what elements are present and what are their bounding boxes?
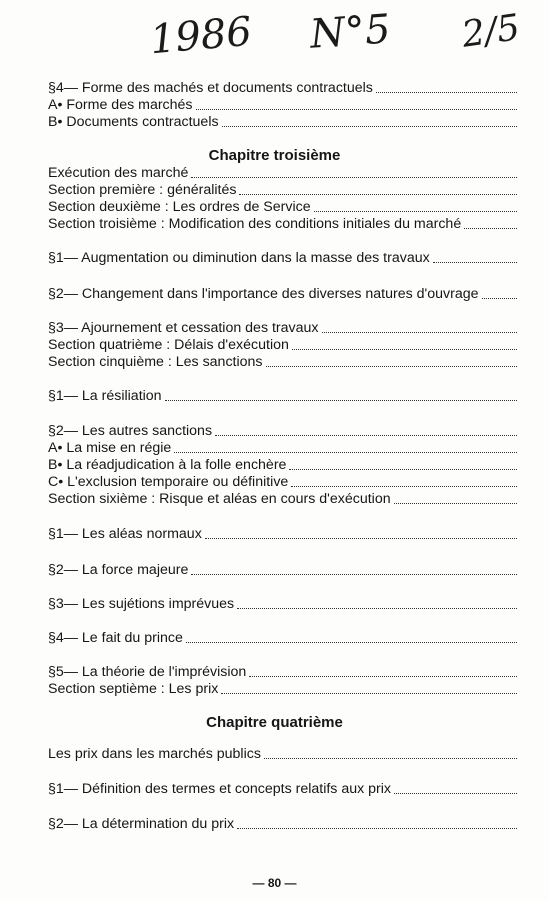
dot-leader <box>289 469 517 470</box>
toc-entry <box>48 457 517 473</box>
toc-entry-title: §1— Définition des termes et concepts relatifs aux prix <box>48 781 392 797</box>
toc-entry-title: Section première : généralités <box>48 182 237 198</box>
dot-leader <box>205 538 517 539</box>
handwritten-fraction: 2/5 <box>459 7 523 56</box>
toc-entry <box>48 781 517 797</box>
toc-entry-title: §2— La détermination du prix <box>48 816 235 832</box>
toc-entry <box>48 286 517 302</box>
dot-leader <box>394 793 517 794</box>
toc-entry-title: §3— Les sujétions imprévues <box>48 596 235 612</box>
dot-leader <box>266 366 517 367</box>
toc-entry-title: Section cinquième : Les sanctions <box>48 354 263 370</box>
toc-entry-title: §4— Forme des machés et documents contractuels <box>48 80 373 96</box>
dot-leader <box>322 332 517 333</box>
toc-entry-title: §4— Le fait du prince <box>48 630 183 646</box>
toc-entry <box>48 630 517 646</box>
toc-entry <box>48 816 517 832</box>
dot-leader <box>215 435 517 436</box>
toc-entry-title: B• Documents contractuels <box>48 114 219 130</box>
dot-leader <box>237 828 517 829</box>
toc-entry <box>48 596 517 612</box>
handwritten-year: 1986 <box>148 8 254 64</box>
dot-leader <box>464 228 517 229</box>
toc-entry <box>48 491 517 507</box>
dot-leader <box>237 608 517 609</box>
toc-entry <box>48 526 517 542</box>
dot-leader <box>292 349 517 350</box>
toc-entry-title: Section quatrième : Délais d'exécution <box>48 337 289 353</box>
toc-entry-title: §3— Ajournement et cessation des travaux <box>48 320 319 336</box>
dot-leader <box>196 109 517 110</box>
dot-leader <box>239 194 517 195</box>
toc-entry-title: §1— Les aléas normaux <box>48 526 202 542</box>
toc-entry <box>48 80 517 96</box>
toc-entry-title: §1— Augmentation ou diminution dans la masse des travaux <box>48 250 430 266</box>
toc-entry <box>48 681 517 697</box>
toc-entry <box>48 320 517 336</box>
toc-entry <box>48 182 517 198</box>
toc-entry <box>48 423 517 439</box>
toc-entry-title: B• La réadjudication à la folle enchère <box>48 457 287 473</box>
dot-leader <box>191 574 517 575</box>
dot-leader <box>376 92 517 93</box>
page-number: — 80 — <box>252 876 297 890</box>
toc-entry <box>48 337 517 353</box>
dot-leader <box>249 676 517 677</box>
toc-entry-title: A• La mise en régie <box>48 440 172 456</box>
dot-leader <box>191 177 517 178</box>
chapter-heading: Chapitre troisième <box>208 147 341 164</box>
dot-leader <box>165 400 517 401</box>
toc-entry <box>48 746 517 762</box>
dot-leader <box>291 486 517 487</box>
toc-entry <box>48 216 517 232</box>
dot-leader <box>222 126 517 127</box>
toc-entry-title: Les prix dans les marchés publics <box>48 746 261 762</box>
dot-leader <box>482 298 517 299</box>
toc-entry-title: Exécution des marché <box>48 165 189 181</box>
dot-leader <box>314 211 517 212</box>
dot-leader <box>264 758 517 759</box>
toc-entry <box>48 354 517 370</box>
toc-entry <box>48 562 517 578</box>
dot-leader <box>221 693 517 694</box>
toc-entry-title: A• Forme des marchés <box>48 97 193 113</box>
toc-entry-title: Section troisième : Modification des conditions initiales du marché <box>48 216 462 232</box>
toc-entry <box>48 97 517 113</box>
toc-entry-title: Section deuxième : Les ordres de Service <box>48 199 311 215</box>
toc-entry <box>48 474 517 490</box>
toc-entry-title: C• L'exclusion temporaire ou définitive <box>48 474 289 490</box>
toc-entry-title: §2— La force majeure <box>48 562 189 578</box>
toc-entry <box>48 114 517 130</box>
toc-entry <box>48 165 517 181</box>
dot-leader <box>186 642 517 643</box>
toc-entry <box>48 250 517 266</box>
toc-entry-title: §2— Les autres sanctions <box>48 423 213 439</box>
toc-entry-title: §1— La résiliation <box>48 388 162 404</box>
toc-entry-title: Section sixième : Risque et aléas en cours d'exécution <box>48 491 391 507</box>
toc-entry <box>48 440 517 456</box>
chapter-heading: Chapitre quatrième <box>206 714 343 731</box>
dot-leader <box>394 503 517 504</box>
toc-entry <box>48 199 517 215</box>
toc-entry-title: §5— La théorie de l'imprévision <box>48 664 247 680</box>
toc-entry-title: §2— Changement dans l'importance des diverses natures d'ouvrage <box>48 286 479 302</box>
toc-entry <box>48 388 517 404</box>
handwritten-number: N°5 <box>308 6 392 58</box>
dot-leader <box>174 452 517 453</box>
dot-leader <box>433 262 517 263</box>
toc-entry <box>48 664 517 680</box>
toc-entry-title: Section septième : Les prix <box>48 681 219 697</box>
